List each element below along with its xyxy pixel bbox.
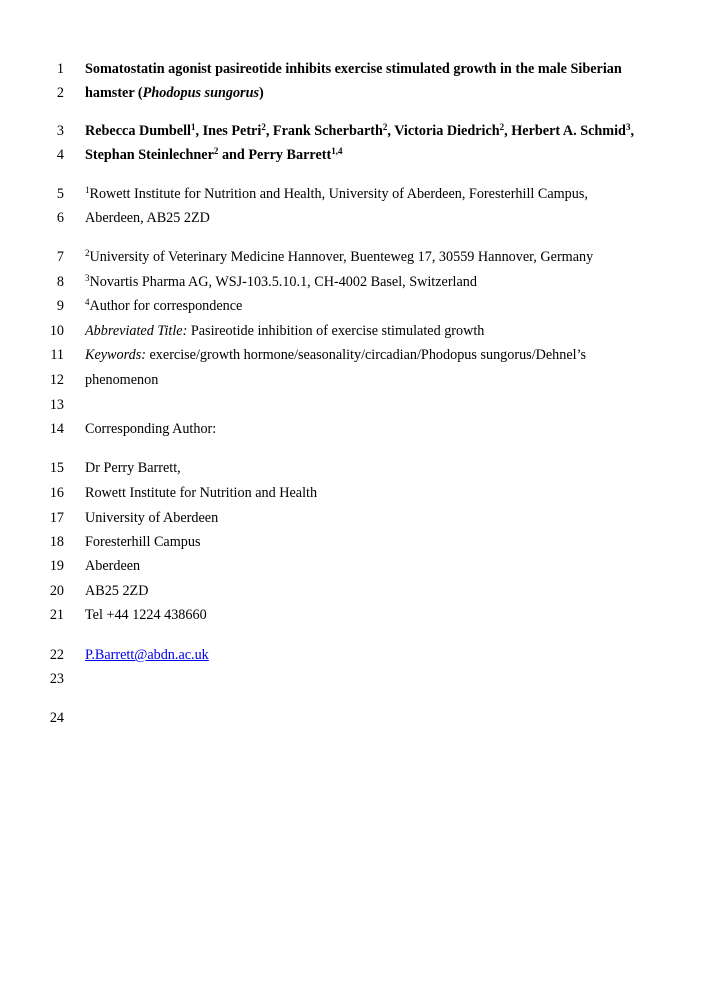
line-20	[0, 581, 707, 601]
corresponding-institute: Rowett Institute for Nutrition and Health	[85, 485, 318, 501]
affiliation-text: Novartis Pharma AG, WSJ-103.5.10.1, CH-4002 Basel, Switzerland	[89, 274, 477, 290]
corresponding-email-link[interactable]: P.Barrett@abdn.ac.uk	[85, 647, 209, 663]
title-species: Phodopus sungorus	[142, 85, 259, 101]
line-number: 7	[56, 249, 64, 265]
corresponding-author-heading: Corresponding Author:	[85, 421, 217, 437]
line-number: 3	[56, 123, 64, 139]
keywords	[85, 345, 586, 365]
line-number: 8	[56, 274, 64, 290]
line-19	[0, 556, 707, 576]
affiliation-mark: 2	[85, 248, 90, 258]
author-separator: and	[218, 147, 249, 163]
line-number: 22	[49, 647, 64, 663]
line-15	[0, 458, 707, 478]
author-name: Herbert A. Schmid	[511, 123, 626, 139]
line-18	[0, 532, 707, 552]
keywords-value: exercise/growth hormone/seasonality/circadian/Phodopus sungorus/Dehnel’s	[145, 347, 587, 363]
corresponding-campus: Foresterhill Campus	[85, 534, 201, 550]
line-number: 14	[49, 421, 64, 437]
line-number: 19	[49, 558, 64, 574]
line-12	[0, 370, 707, 390]
author-name: Perry Barrett	[248, 147, 332, 163]
line-17	[0, 508, 707, 528]
affiliation-text: Author for correspondence	[89, 298, 243, 314]
author-name: Rebecca Dumbell	[85, 123, 191, 139]
author-separator: ,	[195, 123, 203, 139]
keywords-continued: phenomenon	[85, 372, 159, 388]
line-number: 6	[56, 210, 64, 226]
corresponding-tel: Tel +44 1224 438660	[85, 607, 207, 623]
line-number: 24	[49, 710, 64, 726]
corresponding-university: University of Aberdeen	[85, 510, 219, 526]
line-number: 16	[49, 485, 64, 501]
corresponding-email-wrap	[85, 645, 209, 665]
author-name: Stephan Steinlechner	[85, 147, 214, 163]
affiliation-mark: 1	[85, 185, 90, 195]
affiliation-2	[85, 247, 593, 267]
affiliation-4	[85, 296, 242, 316]
line-number: 10	[49, 323, 64, 339]
author-name: Ines Petri	[202, 123, 262, 139]
line-number: 2	[56, 85, 64, 101]
authors-line-1	[85, 121, 634, 141]
author-affiliation: 2	[213, 146, 219, 156]
affiliation-text: Rowett Institute for Nutrition and Health, University of Aberdeen, Foresterhill Campus,	[89, 186, 588, 202]
line-10	[0, 321, 707, 341]
author-affiliation: 2	[499, 122, 505, 132]
title-line-2	[85, 83, 264, 103]
author-name: Frank Scherbarth	[272, 123, 383, 139]
line-number: 17	[49, 510, 64, 526]
title-post: )	[259, 85, 264, 101]
line-5	[0, 184, 707, 204]
line-14	[0, 419, 707, 439]
affiliation-text: University of Veterinary Medicine Hannover, Buenteweg 17, 30559 Hannover, Germany	[89, 249, 594, 265]
line-number: 13	[49, 397, 64, 413]
title-pre: hamster (	[85, 85, 143, 101]
line-number: 11	[50, 347, 64, 363]
line-number: 9	[56, 298, 64, 314]
line-16	[0, 483, 707, 503]
line-4	[0, 145, 707, 165]
line-number: 18	[49, 534, 64, 550]
author-separator: ,	[265, 123, 273, 139]
author-affiliation: 2	[382, 122, 388, 132]
author-affiliation: 3	[625, 122, 631, 132]
author-affiliation: 1,4	[331, 146, 343, 156]
line-number: 15	[49, 460, 64, 476]
line-23	[0, 669, 707, 689]
affiliation-1-line-2: Aberdeen, AB25 2ZD	[85, 210, 210, 226]
line-number: 4	[56, 147, 64, 163]
line-number: 20	[49, 583, 64, 599]
corresponding-postcode: AB25 2ZD	[85, 583, 149, 599]
author-affiliation: 1	[191, 122, 196, 132]
line-number: 23	[49, 671, 64, 687]
line-6	[0, 208, 707, 228]
abbreviated-title-label: Abbreviated Title:	[85, 323, 188, 339]
line-24	[0, 708, 707, 728]
line-13	[0, 395, 707, 415]
keywords-label: Keywords:	[85, 347, 146, 363]
affiliation-3	[85, 272, 477, 292]
affiliation-1-line-1	[85, 184, 588, 204]
line-9	[0, 296, 707, 316]
author-separator: ,	[387, 123, 395, 139]
affiliation-mark: 3	[85, 273, 90, 283]
line-number: 5	[56, 186, 64, 202]
line-21	[0, 605, 707, 625]
abbreviated-title-value: Pasireotide inhibition of exercise stimulated growth	[187, 323, 485, 339]
author-affiliation: 2	[261, 122, 266, 132]
author-name: Victoria Diedrich	[394, 123, 500, 139]
line-3	[0, 121, 707, 141]
corresponding-name: Dr Perry Barrett,	[85, 460, 181, 476]
abbreviated-title	[85, 321, 484, 341]
corresponding-city: Aberdeen	[85, 558, 141, 574]
affiliation-mark: 4	[85, 297, 90, 307]
line-1	[0, 59, 707, 79]
line-8	[0, 272, 707, 292]
line-11	[0, 345, 707, 365]
line-number: 21	[49, 607, 64, 623]
title-line-1: Somatostatin agonist pasireotide inhibits exercise stimulated growth in the male Siberian	[85, 61, 622, 77]
line-7	[0, 247, 707, 267]
author-separator: ,	[504, 123, 512, 139]
line-number: 12	[49, 372, 64, 388]
line-22	[0, 645, 707, 665]
line-2	[0, 83, 707, 103]
author-separator: ,	[630, 123, 634, 139]
line-number: 1	[56, 61, 64, 77]
authors-line-2	[85, 145, 342, 165]
